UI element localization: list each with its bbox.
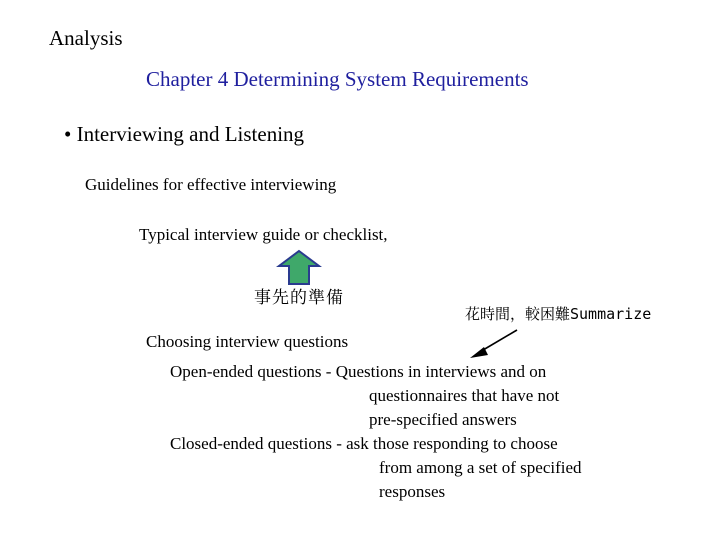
open-ended-line-3: pre-specified answers (369, 410, 517, 429)
closed-ended-line-2: from among a set of specified (379, 458, 582, 477)
closed-ended-line-1: Closed-ended questions - ask those responding to choose (170, 434, 558, 453)
preparation-note: 事先的準備 (254, 288, 344, 308)
slide-title: Chapter 4 Determining System Requirements (146, 67, 529, 91)
guidelines-heading: Guidelines for effective interviewing (85, 175, 337, 194)
choosing-questions-heading: Choosing interview questions (146, 332, 349, 351)
closed-ended-line-3: responses (379, 482, 446, 501)
summarize-note: 花時間，較困難Summarize (465, 305, 652, 323)
typical-guide-text: Typical interview guide or checklist, (139, 225, 388, 244)
open-ended-line-1: Open-ended questions - Questions in interviews and on (170, 362, 547, 381)
bullet-topic: • Interviewing and Listening (64, 122, 305, 146)
section-heading: Analysis (49, 26, 123, 50)
open-ended-line-2: questionnaires that have not (369, 386, 560, 405)
up-arrow-icon (279, 251, 319, 284)
